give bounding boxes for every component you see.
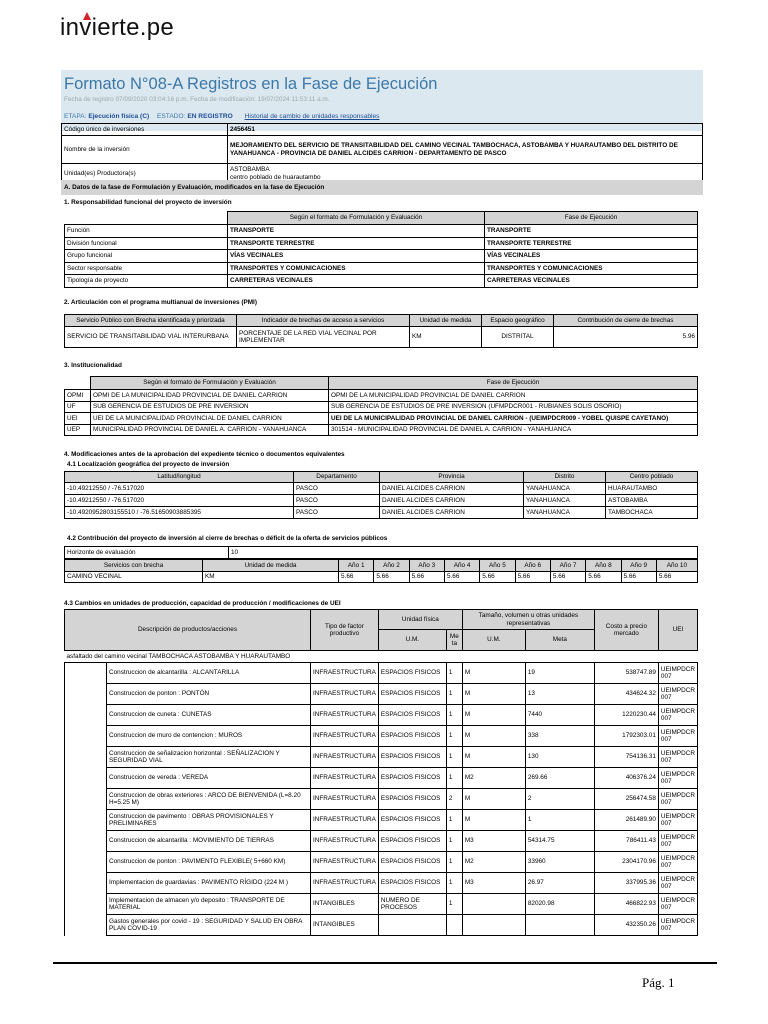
cell-meta: 26.97 [525,873,594,894]
cell: MUNICIPALIDAD PROVINCIAL DE DANIEL A. CARRION - YANAHUANCA [91,424,329,436]
table-row [65,684,698,705]
section-4-title: 4. Modificaciones antes de la aprobación del expediente técnico o documentos equivalentes [64,451,345,458]
cell-uei: UEIMPDCR 007 [658,684,697,705]
cell-uei: UEIMPDCR 007 [658,873,697,894]
cell: HUARAUTAMBO [606,483,698,495]
cell-tipo: INFRAESTRUCTURA [311,768,379,789]
cell-costo: 754136.31 [594,747,658,768]
cell-uf: ESPACIOS FISICOS [378,831,446,852]
cell-m: 1 [446,831,462,852]
col-header: Año 4 [444,560,479,572]
cell: CARRETERAS VECINALES [228,275,485,288]
cell-tipo: INFRAESTRUCTURA [311,747,379,768]
cell-tipo: INFRAESTRUCTURA [311,726,379,747]
cell: PASCO [294,507,380,519]
cell-meta: 82020.98 [525,894,594,915]
cell-tipo: INFRAESTRUCTURA [311,831,379,852]
cell-uf: ESPACIOS FISICOS [378,705,446,726]
indent-cell [65,705,107,726]
cell-uei: UEIMPDCR 007 [658,726,697,747]
cell: DANIEL ALCIDES CARRION [380,495,524,507]
col-header: Año 3 [409,560,444,572]
cell-desc: Construccion de muro de contencion : MUROS [107,726,311,747]
horizon-label: Horizonte de evaluación [65,547,229,559]
cell-um [462,894,525,915]
cell-tipo: INFRAESTRUCTURA [311,810,379,831]
col-header: Año 8 [586,560,621,572]
section-3-title: 3. Institucionalidad [64,362,122,369]
col-header: Tipo de factor productivo [311,610,379,651]
blank-corner [65,212,228,225]
cell: SUB GERENCIA DE ESTUDIOS DE PRE INVERSION [91,401,329,413]
table-row [65,747,698,768]
cell-uf: ESPACIOS FISICOS [378,789,446,810]
cell: YANAHUANCA [524,495,606,507]
cell: 301514 - MUNICIPALIDAD PROVINCIAL DE DANIEL A. CARRION - YANAHUANCA [329,424,698,436]
table-row [65,768,698,789]
cell: 5.66 [656,572,697,583]
cell: VÍAS VECINALES [228,250,485,263]
cell-meta: 33960 [525,852,594,873]
cell: -10.49212550 / -76.517020 [65,495,294,507]
cell-costo: 786411.43 [594,831,658,852]
invierte-logo [60,14,174,46]
col-header: Meta [525,630,594,651]
pmi-table [64,314,698,348]
cell-m: 1 [446,810,462,831]
cell: 5.66 [515,572,550,583]
cell-um: M2 [462,768,525,789]
cell-costo: 466822.93 [594,894,658,915]
cell-um: M3 [462,873,525,894]
row-label: OPMI [65,390,91,402]
cell: TRANSPORTE [485,225,698,238]
cell-costo: 337995.36 [594,873,658,894]
col-header: Centro poblado [606,472,698,483]
cell-desc: Implementacion de guardavias : PAVIMENTO RÍGIDO (224 M ) [107,873,311,894]
cell-m: 1 [446,747,462,768]
table-row [65,789,698,810]
cell-costo: 1220230.44 [594,705,658,726]
indent-cell [65,810,107,831]
cell-desc: Construccion de vereda : VEREDA [107,768,311,789]
col-header: Año 5 [480,560,515,572]
indent-cell [65,894,107,915]
cell: PASCO [294,495,380,507]
cell: 5.66 [480,572,515,583]
info-value-line: ASTOBAMBA [230,166,270,174]
cell-desc: Construccion de ponton : PAVIMENTO FLEXIBLE( 5+660 KM) [107,852,311,873]
cell-desc: Construccion de alcantarilla : MOVIMIENTO DE TIERRAS [107,831,311,852]
cell-uei: UEIMPDCR 007 [658,747,697,768]
col-header: Espacio geográfico [482,315,554,327]
etapa-line [64,113,379,120]
col-header: Indicador de brechas de acceso a servicios [237,315,410,327]
indent-cell [65,726,107,747]
cell-meta: 7440 [525,705,594,726]
cell: YANAHUANCA [524,483,606,495]
cell: TRANSPORTE TERRESTRE [485,237,698,250]
cell-m: 1 [446,705,462,726]
cell: TRANSPORTE TERRESTRE [228,237,485,250]
cell-meta: 54314.75 [525,831,594,852]
cell-m: 1 [446,873,462,894]
cell-um: M [462,747,525,768]
cell-uf: ESPACIOS FISICOS [378,663,446,684]
cell-desc: Implementacion de almacen y/o deposito : TRANSPORTE DE MATERIAL [107,894,311,915]
info-value: 2456451 [228,124,703,136]
cell-uf: ESPACIOS FISICOS [378,873,446,894]
col-header: Servicios con brecha [65,560,203,572]
row-label: UEI [65,413,91,425]
col-header: Año 1 [339,560,374,572]
cell-costo: 1792303.01 [594,726,658,747]
section-1-title: 1. Responsabilidad funcional del proyecto de inversión [64,199,232,206]
col-header: Costo a precio mercado [594,610,658,651]
cell-uei: UEIMPDCR 007 [658,768,697,789]
cell: 5.96 [554,327,698,348]
cell: 5.66 [444,572,479,583]
table-row [65,705,698,726]
col-header: Distrito [524,472,606,483]
horizon-value: 10 [229,547,698,559]
col-header: Fase de Ejecución [329,377,698,390]
table-row [65,810,698,831]
cell: PASCO [294,483,380,495]
cell-tipo: INFRAESTRUCTURA [311,684,379,705]
row-label: División funcional [65,237,228,250]
col-header: Año 6 [515,560,550,572]
cell: 5.66 [621,572,656,583]
cell: YANAHUANCA [524,507,606,519]
section-43-title: 4.3 Cambios en unidades de producción, capacidad de producción / modificaciones de UEI [64,600,341,607]
row-label: Grupo funcional [65,250,228,263]
cell: 5.66 [409,572,444,583]
group-label: asfaltado del camino vecinal TAMBOCHACA ASTOBAMBA Y HUARAUTAMBO [65,651,698,663]
col-header: UEI [658,610,697,651]
cell-meta: 13 [525,684,594,705]
cell-meta: 269.66 [525,768,594,789]
cell-m: 2 [446,789,462,810]
cell-meta: 338 [525,726,594,747]
footer-rule [53,962,717,964]
cell-um: M [462,789,525,810]
section-41-title: 4.1 Localización geográfica del proyecto de inversión [67,461,230,468]
institution-table [64,376,698,436]
cell: KM [410,327,482,348]
estado-value: EN REGISTRO [187,113,233,120]
cell-uf [378,915,446,936]
col-header: Unidad física [378,610,462,630]
cell-desc: Construccion de cuneta : CUNETAS [107,705,311,726]
cell-um: M [462,705,525,726]
table-row [65,663,698,684]
table-row [65,726,698,747]
col-header: Unidad de medida [203,560,339,572]
col-header: Departamento [294,472,380,483]
info-label: Nombre de la inversión [62,136,228,164]
row-label: Sector responsable [65,262,228,275]
cell: UEI DE LA MUNICIPALIDAD PROVINCIAL DE DANIEL CARRION [91,413,329,425]
cell-um: M [462,726,525,747]
cell-meta: 1 [525,810,594,831]
indent-cell [65,873,107,894]
cell-uf: ESPACIOS FISICOS [378,852,446,873]
col-header: Según el formato de Formulación y Evaluación [228,212,485,225]
col-header: U.M. [462,630,525,651]
row-label: UF [65,401,91,413]
cell-m: 1 [446,684,462,705]
production-table [64,609,698,936]
cell-tipo: INFRAESTRUCTURA [311,705,379,726]
cell-m: 1 [446,894,462,915]
cell-uf: ESPACIOS FISICOS [378,747,446,768]
info-value: MEJORAMIENTO DEL SERVICIO DE TRANSITABILIDAD DEL CAMINO VECINAL TAMBOCHACA, ASTOBAMBA Y HUARAUTAMBO DEL DISTRITO DE YANAHUANCA - PROVINCIA DE DANIEL ALCIDES CARRION - DEPARTAMENTO DE PASCO [228,136,703,164]
table-row [65,831,698,852]
cell-uei: UEIMPDCR 007 [658,915,697,936]
col-header: U.M. [378,630,446,651]
cell-tipo: INFRAESTRUCTURA [311,663,379,684]
table-row [65,852,698,873]
info-label: Código único de inversiones [62,124,228,136]
cell-costo: 538747.89 [594,663,658,684]
col-header: Latitud/longitud [65,472,294,483]
cell-m: 1 [446,726,462,747]
cell-uf: ESPACIOS FISICOS [378,768,446,789]
info-table [61,123,703,184]
horizon-table [64,546,698,559]
cell: ASTOBAMBA [606,495,698,507]
page-title: Formato N°08-A Registros en la Fase de Ejecución [64,75,438,93]
cell: DANIEL ALCIDES CARRION [380,483,524,495]
table-row [65,873,698,894]
estado-label: ESTADO: [157,113,186,120]
cell: 5.66 [586,572,621,583]
cell-costo: 2304170.96 [594,852,658,873]
col-header: Servicio Público con Brecha identificada y priorizada [65,315,237,327]
info-label: Unidad(es) Productora(s) [62,164,228,184]
cell: TRANSPORTES Y COMUNICACIONES [228,262,485,275]
etapa-label: ETAPA: [64,113,87,120]
location-table [64,471,698,519]
cell-costo: 261489.90 [594,810,658,831]
cell-desc: Construccion de pavimento : OBRAS PROVISIONALES Y PRELIMINARES [107,810,311,831]
cell: 5.66 [550,572,585,583]
cell-tipo: INFRAESTRUCTURA [311,852,379,873]
cell-uf: ESPACIOS FISICOS [378,726,446,747]
cell-meta [525,915,594,936]
record-dates: Fecha de registro 07/09/2020 03:04:16 p.m. Fecha de modificación: 19/07/2024 11:53:11 a.m. [64,96,330,103]
cell: KM [203,572,339,583]
col-header: Año 2 [374,560,409,572]
cell-um: M2 [462,852,525,873]
cell-tipo: INFRAESTRUCTURA [311,789,379,810]
cell-meta: 2 [525,789,594,810]
responsibility-table [64,211,698,288]
indent-cell [65,789,107,810]
row-label: Tipología de proyecto [65,275,228,288]
table-row [65,894,698,915]
cell: VÍAS VECINALES [485,250,698,263]
logo-text: invierte.pe [60,14,175,41]
cell-meta: 19 [525,663,594,684]
col-header: Unidad de medida [410,315,482,327]
cell-desc: Gastos generales por covid - 19 : SEGURIDAD Y SALUD EN OBRA PLAN COVID-19 [107,915,311,936]
row-label: UEP [65,424,91,436]
cell-tipo: INTANGIBLES [311,894,379,915]
table-row [65,915,698,936]
cell-uei: UEIMPDCR 007 [658,705,697,726]
cell-um [462,915,525,936]
cell-uei: UEIMPDCR 007 [658,663,697,684]
cell: OPMI DE LA MUNICIPALIDAD PROVINCIAL DE DANIEL CARRION [329,390,698,402]
indent-cell [65,831,107,852]
page-number: Pág. 1 [642,975,675,990]
cell-uei: UEIMPDCR 007 [658,810,697,831]
cell: UEI DE LA MUNICIPALIDAD PROVINCIAL DE DANIEL CARRION - (UEIMPDCR009 - YOBEL QUISPE CAYETANO) [329,413,698,425]
etapa-value: Ejecución física (C) [88,113,150,120]
cell: DISTRITAL [482,327,554,348]
section-a-title: A. Datos de la fase de Formulación y Evaluación, modificados en la fase de Ejecución [64,184,325,191]
cell: PORCENTAJE DE LA RED VIAL VECINAL POR IMPLEMENTAR [237,327,410,348]
col-header: Año 9 [621,560,656,572]
col-header: Tamaño, volumen u otras unidades representativas [462,610,594,630]
indent-cell [65,915,107,936]
col-header: Año 7 [550,560,585,572]
cell-costo: 406376.24 [594,768,658,789]
col-header: Contribución de cierre de brechas [554,315,698,327]
cell-tipo: INTANGIBLES [311,915,379,936]
cell-um: M [462,663,525,684]
cell: OPMI DE LA MUNICIPALIDAD PROVINCIAL DE DANIEL CARRION [91,390,329,402]
indent-cell [65,684,107,705]
cell: SERVICIO DE TRANSITABILIDAD VIAL INTERURBANA [65,327,237,348]
cell-desc: Construccion de alcantarilla : ALCANTARILLA [107,663,311,684]
cell: TRANSPORTES Y COMUNICACIONES [485,262,698,275]
section-2-title: 2. Articulación con el programa multianual de inversiones (PMI) [64,299,257,306]
cell-m: 1 [446,852,462,873]
cell-uf: ESPACIOS FISICOS [378,684,446,705]
cell-costo: 256474.58 [594,789,658,810]
cell: 5.66 [339,572,374,583]
info-value-line: centro poblado de huarautambo [230,173,321,181]
cell-um: M [462,810,525,831]
cell-tipo: INFRAESTRUCTURA [311,873,379,894]
col-header: Fase de Ejecución [485,212,698,225]
cell-uei: UEIMPDCR 007 [658,894,697,915]
cell-uf: NUMERO DE PROCESOS [378,894,446,915]
cell: -10.49212550 / -76.517020 [65,483,294,495]
indent-cell [65,747,107,768]
indent-cell [65,768,107,789]
cell: 5.66 [374,572,409,583]
cell-m: 1 [446,768,462,789]
cell-desc: Construccion de señalizacion horizontal : SEÑALIZACION Y SEGURIDAD VIAL [107,747,311,768]
cell-m: 1 [446,663,462,684]
cell: SUB GERENCIA DE ESTUDIOS DE PRE INVERSION (UFMPDCR001 - RUBIANES SOLIS OSORIO) [329,401,698,413]
cell-uei: UEIMPDCR 007 [658,789,697,810]
cell-um: M [462,684,525,705]
cell: TRANSPORTE [228,225,485,238]
col-header: Provincia [380,472,524,483]
indent-cell [65,663,107,684]
cell-uf: ESPACIOS FISICOS [378,810,446,831]
indent-cell [65,852,107,873]
history-link[interactable]: Historial de cambio de unidades responsables [244,113,380,120]
logo-accent-mark [83,12,91,20]
brecha-table [64,559,698,583]
cell-desc: Construccion de ponton : PONTÓN [107,684,311,705]
section-42-title: 4.2 Contribución del proyecto de inversión al cierre de brechas o déficit de la oferta de servicios públicos [67,535,388,542]
cell-uei: UEIMPDCR 007 [658,831,697,852]
blank-corner [65,377,91,390]
cell-uei: UEIMPDCR 007 [658,852,697,873]
row-label: Función [65,225,228,238]
cell-costo: 434624.32 [594,684,658,705]
col-header: Me ta [446,630,462,651]
cell-um: M3 [462,831,525,852]
cell-costo: 432350.26 [594,915,658,936]
cell-desc: Construccion de obras exteriores : ARCO DE BIENVENIDA (L=8.20 H=5.25 M) [107,789,311,810]
cell: TAMBOCHACA [606,507,698,519]
cell: -10.4920952803155510 / -76.51650903885395 [65,507,294,519]
col-header: Según el formato de Formulación y Evaluación [91,377,329,390]
cell-m [446,915,462,936]
col-header: Descripción de productos/acciones [65,610,311,651]
cell-meta: 130 [525,747,594,768]
cell: CAMINO VECINAL [65,572,203,583]
cell: CARRETERAS VECINALES [485,275,698,288]
col-header: Año 10 [656,560,697,572]
cell: DANIEL ALCIDES CARRION [380,507,524,519]
